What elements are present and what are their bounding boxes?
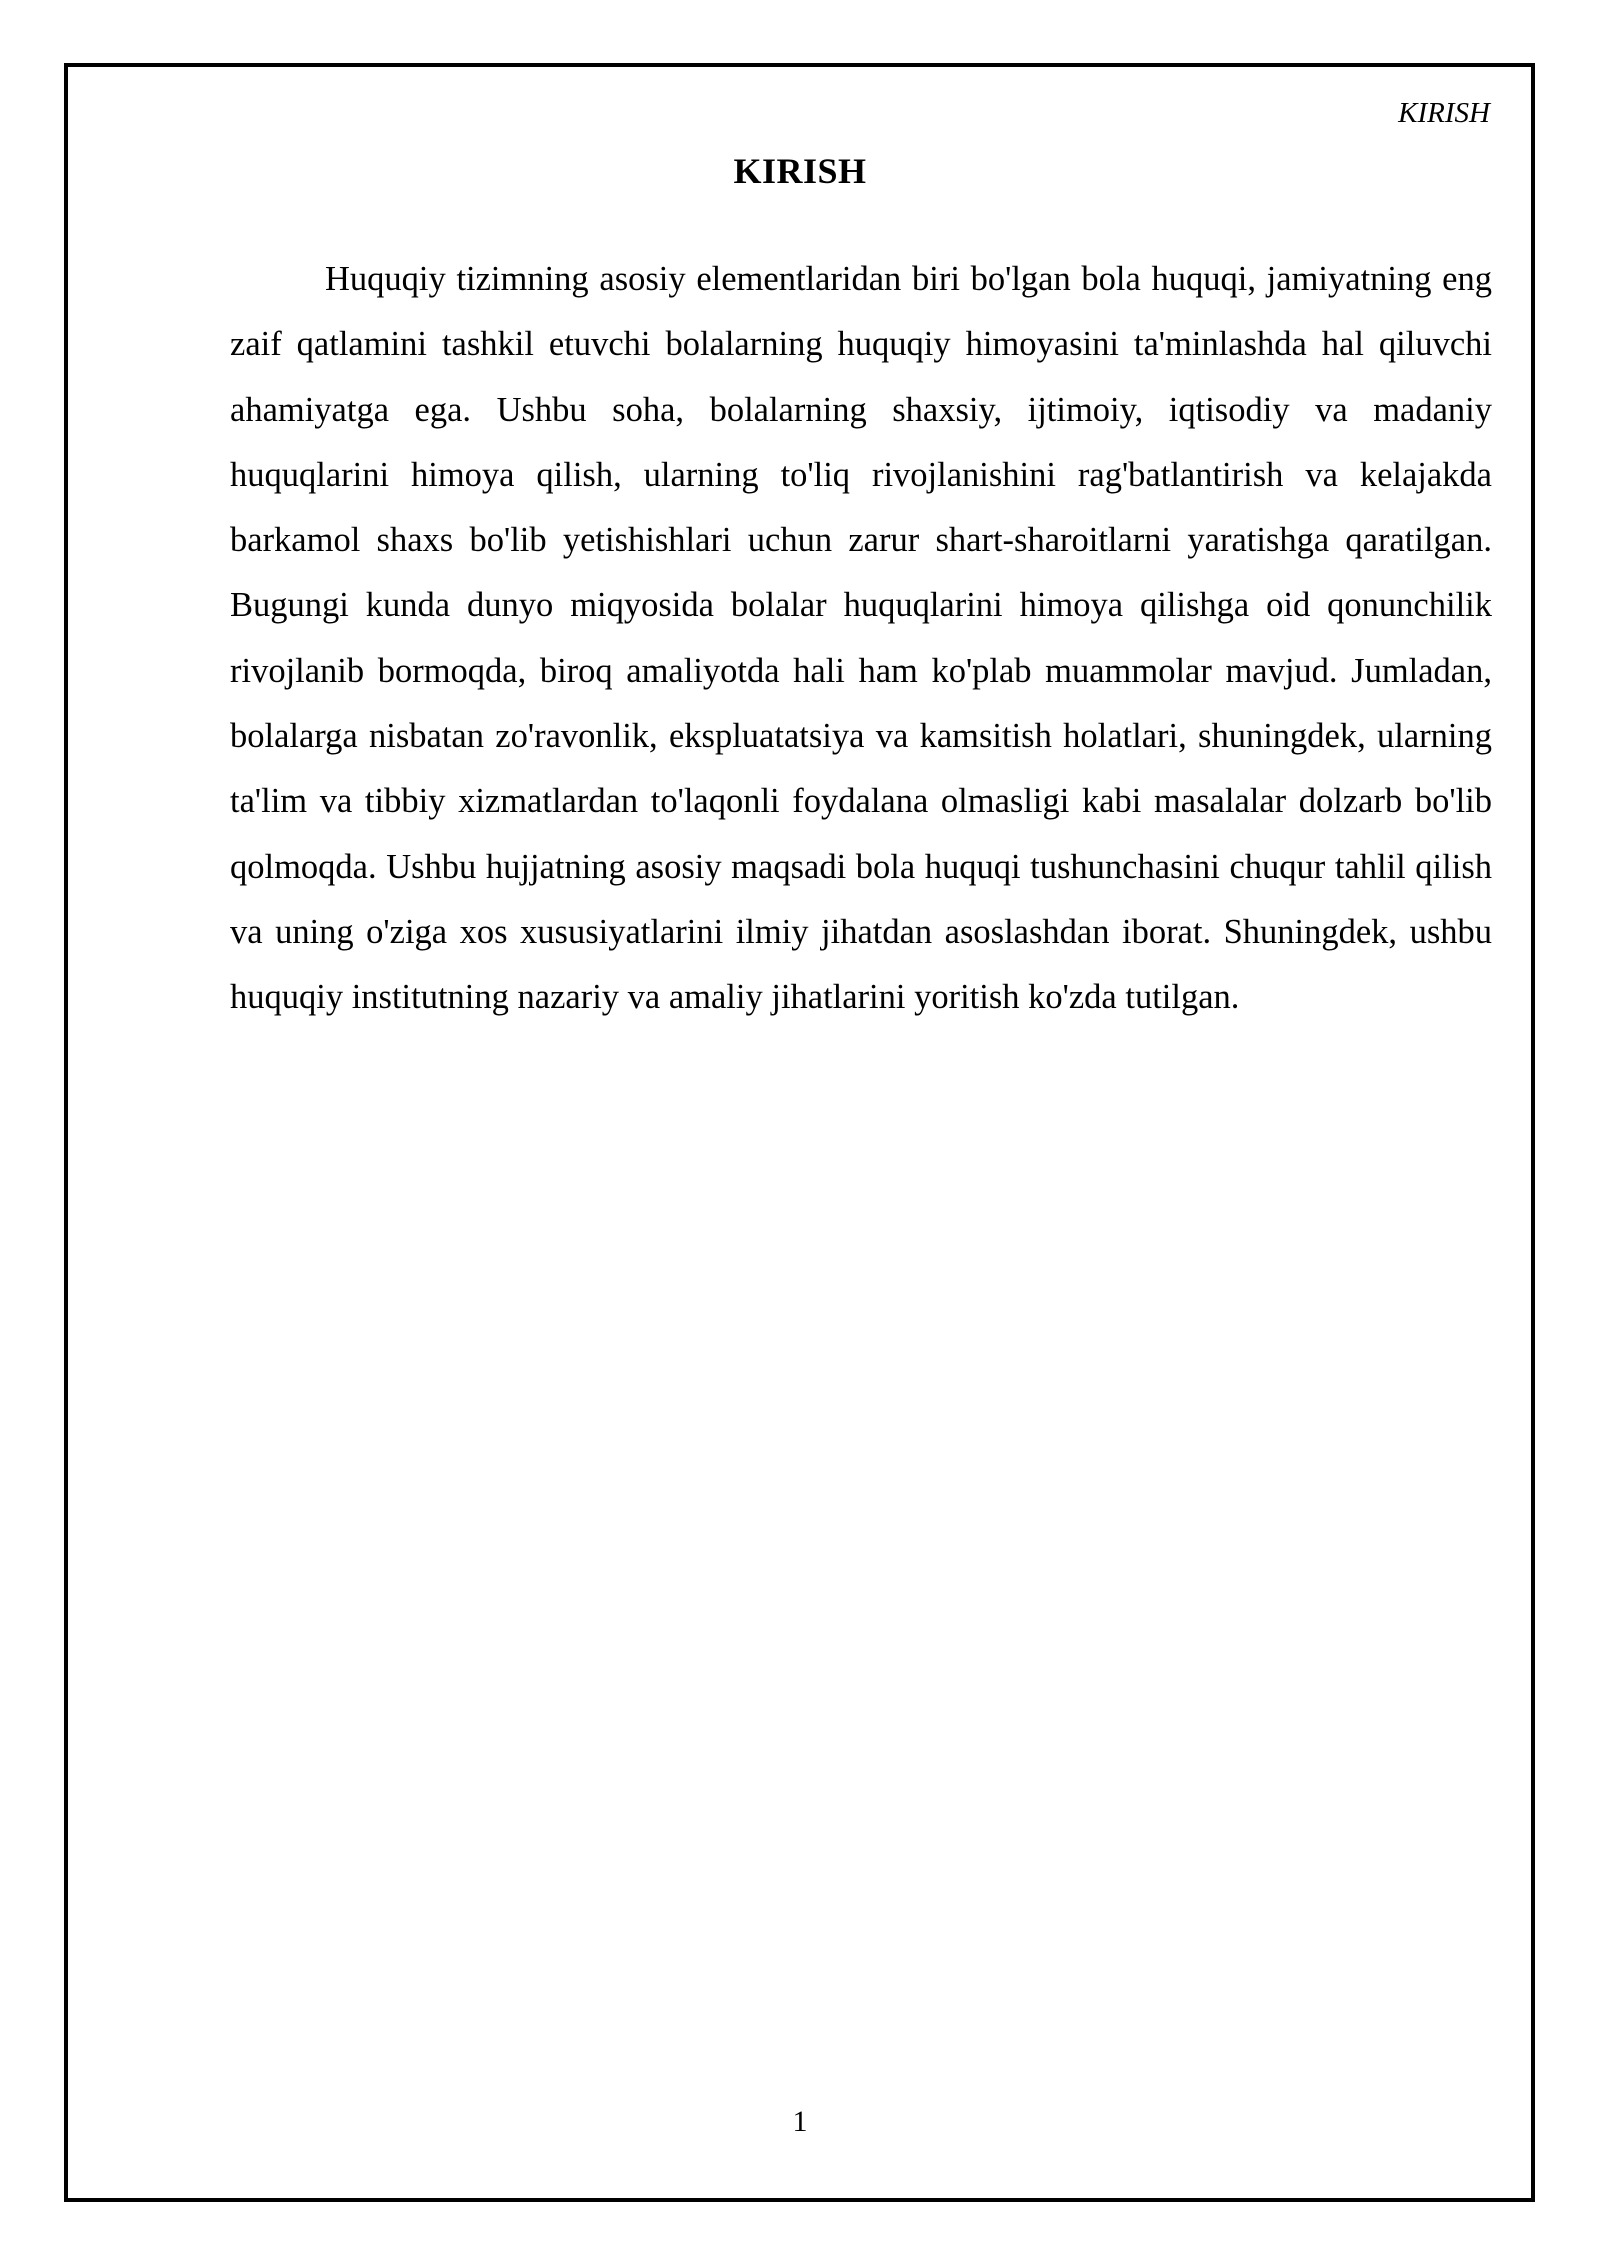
body-paragraph: Huquqiy tizimning asosiy elementlaridan biri bo'lgan bola huquqi, jamiyatning eng zaif qatlamini tashkil etuvchi bolalarning huquqiy himoyasini ta'minlashda hal qiluvchi ahamiyatga ega. Ushbu soha, bolalarning shaxsiy, ijtimoiy, iqtisodiy va madaniy huquqlarini himoya qilish, ularning to'liq rivojlanishini rag'batlantirish va kelajakda barkamol shaxs bo'lib yetishishlari uchun zarur shart-sharoitlarni yaratishga qaratilgan. Bugungi kunda dunyo miqyosida bolalar huquqlarini himoya qilishga oid qonunchilik rivojlanib bormoqda, biroq amaliyotda hali ham ko'plab muammolar mavjud. Jumladan, bolalarga nisbatan zo'ravonlik, ekspluatatsiya va kamsitish holatlari, shuningdek, ularning ta'lim va tibbiy xizmatlardan to'laqonli foydalana olmasligi kabi masalalar dolzarb bo'lib qolmoqda. Ushbu hujjatning asosiy maqsadi bola huquqi tushunchasini chuqur tahlil qilish va uning o'ziga xos xususiyatlarini ilmiy jihatdan asoslashdan iborat. Shuningdek, ushbu huquqiy institutning nazariy va amaliy jihatlarini yoritish ko'zda tutilgan. xyxy=(230,260,1492,1017)
running-header: KIRISH xyxy=(1398,97,1490,129)
page-title: KIRISH xyxy=(733,151,867,191)
page-number: 1 xyxy=(792,2105,808,2138)
